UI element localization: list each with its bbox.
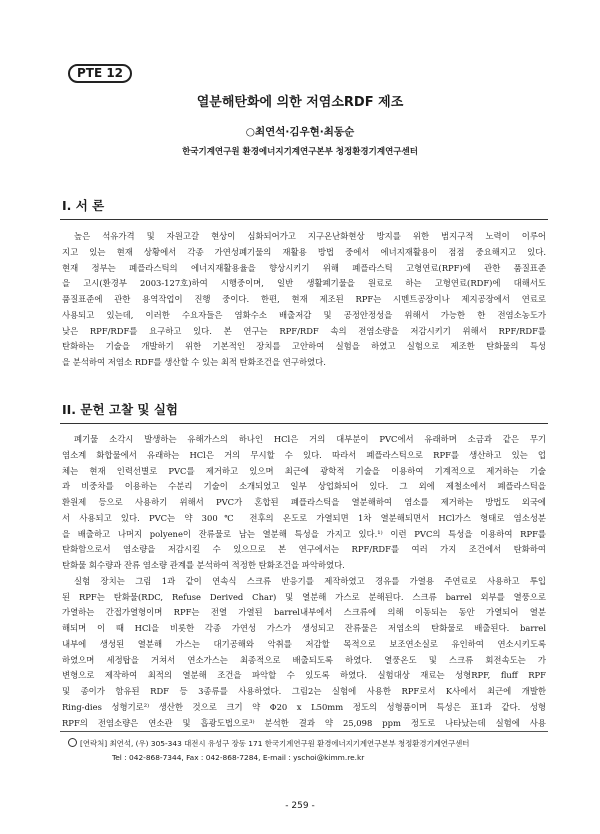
text-line: 환원제 등으로 사용하기 위해서 PVC가 혼합된 폐플라스틱을 열분해하여 염소를 제거하는 방법도 외국에	[62, 497, 546, 507]
text-line: 및 종이가 함유된 RDF 등 3종류를 사용하였다. 그림2는 실험에 사용한 RPF로서 K사에서 최근에 개발한	[62, 686, 546, 696]
text-line: 내부에 생성된 열분해 가스는 대기공해와 악취를 저감할 목적으로 보조연소실로 유인하여 연소시키도록	[62, 638, 546, 649]
text-line: 해되며 이 때 HCl을 비롯한 각종 가연성 가스가 생성되고 잔류물은 저염소의 탄화물로 배출된다. barrel	[62, 623, 546, 633]
footnote-rule	[60, 731, 548, 732]
introduction-body	[62, 229, 546, 371]
authors: ○최연석·김우현·최동순	[245, 126, 355, 138]
text-line: Ring-dies 성형기로²⁾ 생산한 것으로 크기 약 Φ20 x L50mm 정도의 성형품이며 특성은 표1과 같다. 성형	[62, 701, 546, 712]
text-line: 폐기물 소각시 발생하는 유해가스의 하나인 HCl은 거의 대부분이 PVC에서 유래하며 소금과 같은 무기	[74, 434, 546, 444]
session-badge: PTE 12	[68, 64, 132, 83]
bullet-icon	[68, 738, 77, 747]
text-line: 높은 석유가격 및 자원고갈 현상이 심화되어가고 지구온난화현상 방지를 위한 범지구적 노력이 이루어	[74, 231, 546, 241]
text-line: 낮은 RPF/RDF를 요구하고 있다. 본 연구는 RPF/RDF 속의 전염소량을 저감시키기 위해서 RPF/RDF를	[62, 325, 546, 336]
text-line: 된 RPF는 탄화물(RDC, Refuse Derived Char) 및 열분해 가스로 분해된다. 스크류 barrel 외부를 열풍으로	[62, 591, 546, 602]
text-line: 실험 장치는 그림 1과 같이 연속식 스크류 반응기를 제작하였고 경유를 가열용 주연료로 사용하고 투입	[74, 575, 546, 586]
text-line: 사용되고 있는데, 이러한 수요자들은 염화수소 배출저감 및 공정안정성을 위해서 가능한 한 전염소농도가	[62, 309, 546, 320]
page-number: - 259 -	[285, 801, 315, 811]
text-line: 하였으며 세정탑을 거쳐서 연소가스는 최종적으로 배출되도록 하였다. 열풍온도 및 스크류 회전속도는 가	[62, 654, 546, 665]
text-line: 가열하는 간접가열형이며 RPF는 전열 가열된 barrel내부에서 스크류에 의해 이동되는 동안 가열되어 열분	[62, 607, 546, 618]
text-line: 을 고시(환경부 2003-127호)하여 시행중이며, 일반 생활폐기물을 원료로 하는 고형연료(RDF)에 대해서도	[62, 278, 546, 289]
text-line: RPF의 전염소량은 연소관 및 흡광도법으로³⁾ 분석한 결과 약 25,098 ppm 정도로 나타났는데 실험에 사용	[62, 717, 546, 728]
text-line: 탄화물 회수량과 잔류 염소량 관계를 분석하여 적정한 탄화조건을 파악하였다.	[62, 560, 345, 570]
affiliation: 한국기계연구원 환경에너지기계연구본부 청정환경기계연구센터	[182, 147, 418, 157]
text-line: 을 배출하고 나머지 polyene이 잔류물로 남는 열분해 특성을 가지고 있다.¹⁾ 이런 PVC의 특성을 이용하여 RPF를	[62, 528, 546, 539]
footnote-phone: Tel : 042-868-7344, Fax : 042-868-7284, E-mail : yschoi@kimm.re.kr	[112, 753, 365, 762]
text-line: 체는 현재 인력선별로 PVC를 제거하고 있으며 최근에 광학적 기술을 이용하여 기계적으로 제거하는 기술	[62, 465, 546, 476]
text-line: 서 사용되고 있다. PVC는 약 300℃ 전후의 온도로 가열되면 1차 열분해되면서 HCl가스 형태로 염소성분	[62, 512, 546, 523]
text-line: 지고 있는 현재 상황에서 각종 가연성폐기물의 재활용 방법 중에서 에너지재활용이 점점 중요해지고 있다.	[62, 246, 546, 257]
text-line: 현재 정부는 폐플라스틱의 에너지재활용율을 향상시키기 위해 폐플라스틱 고형연료(RPF)에 관한 품질표준	[62, 262, 546, 273]
text-line: 품질표준에 관한 용역작업이 진행 중이다. 한편, 현재 제조된 RPF는 시멘트공장이나 제지공장에서 연료로	[62, 294, 546, 304]
footnote-line-1: [연락처] 최연석, (우) 305-343 대전시 유성구 장동 171 한국기계연구원 환경에너지기계연구본부 청정환경기계연구센터	[80, 739, 470, 748]
text-line: 을 분석하여 저염소 RDF를 생산할 수 있는 최적 탄화조건을 연구하였다.	[62, 357, 326, 367]
text-line: 변형으로 제작하여 최적의 열분해 조건을 파악할 수 있도록 하였다. 실험대상 재료는 성형RPF, fluff RPF	[62, 670, 546, 681]
text-line: 과 비중차를 이용하는 수분리 기술이 소개되었고 일부 상업화되어 있다. 그 외에 제철소에서 폐플라스틱을	[62, 481, 546, 492]
text-line: 탄화함으로서 염소량을 저감시킬 수 있으므로 본 연구에서는 RPF/RDF를 여러 가지 조건에서 탄화하여	[62, 544, 546, 555]
text-line: 탄화하는 기술을 개발하기 위한 기본적인 장치를 고안하여 실험을 하였고 실험으로 제조한 탄화물의 특성	[62, 341, 546, 352]
section-rule	[60, 423, 548, 424]
paper-title: 열분해탄화에 의한 저염소RDF 제조	[196, 95, 404, 110]
section-heading-introduction: I. 서 론	[62, 198, 105, 213]
methods-body	[62, 432, 546, 731]
section-heading-methods: II. 문헌 고찰 및 실험	[62, 402, 178, 417]
footnote-contact	[68, 737, 548, 750]
section-rule	[60, 219, 548, 220]
text-line: 염소계 화합물에서 유래하는 HCl은 거의 무시할 수 있다. 따라서 폐플라스틱으로 RPF를 생산하고 있는 업	[62, 449, 546, 460]
